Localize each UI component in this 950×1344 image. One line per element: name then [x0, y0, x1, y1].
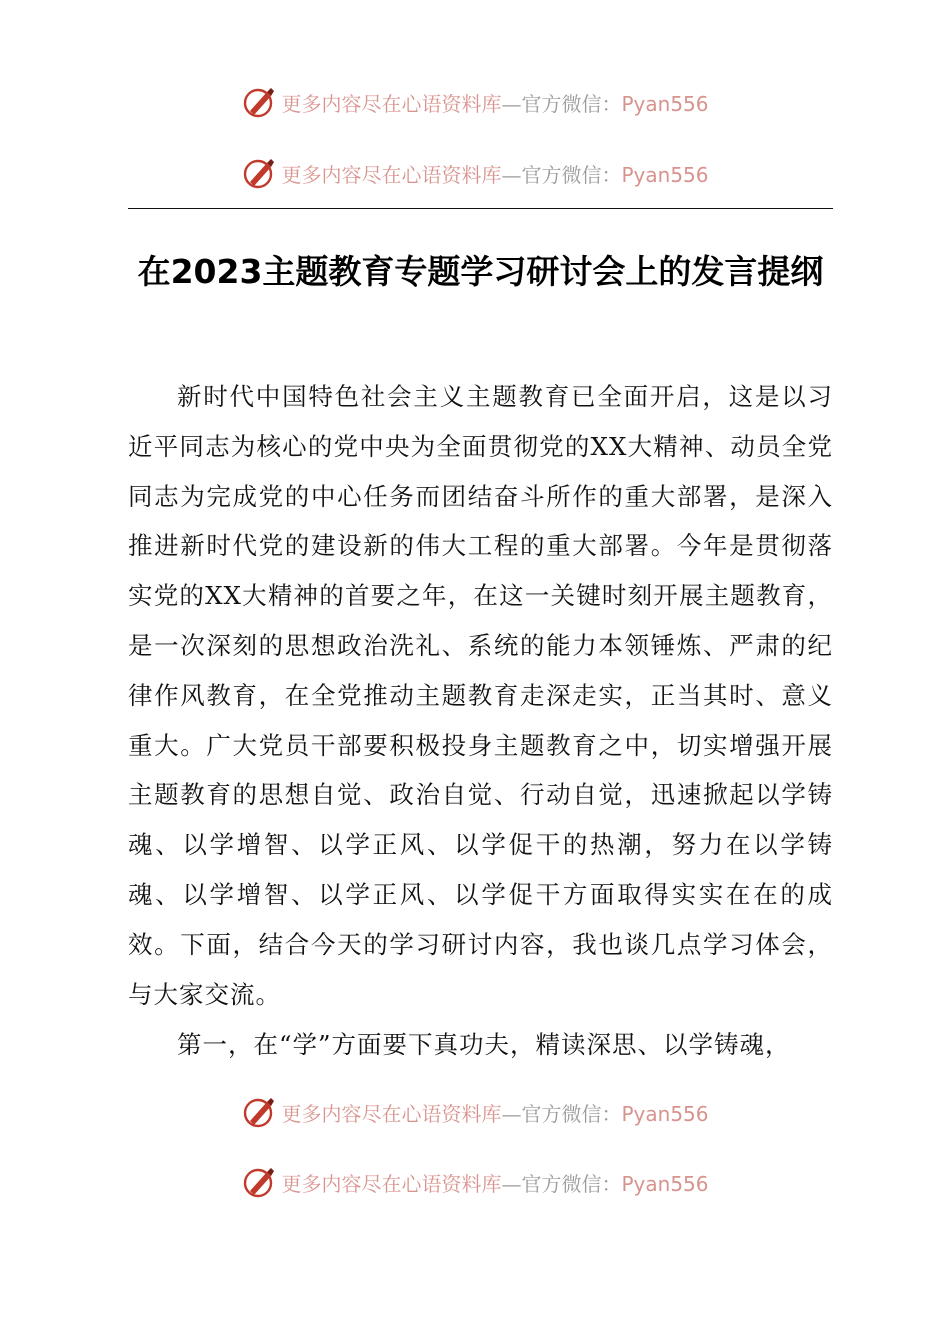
watermark-text: 更多内容尽在心语资料库—官方微信：Pyan556: [281, 91, 709, 116]
pen-logo-icon: [241, 1094, 277, 1130]
header-divider: [128, 208, 833, 209]
pen-logo-icon: [241, 84, 277, 120]
watermark-banner: [0, 1094, 950, 1130]
watermark-banner: [0, 84, 950, 120]
pen-logo-icon: [241, 1164, 277, 1200]
watermark-text: 更多内容尽在心语资料库—官方微信：Pyan556: [281, 162, 709, 187]
watermark-banner: [0, 1164, 950, 1200]
body-paragraph: 第一，在“学”方面要下真功夫，精读深思、以学铸魂，: [177, 1030, 791, 1059]
watermark-banner: [0, 155, 950, 191]
watermark-text: 更多内容尽在心语资料库—官方微信：Pyan556: [281, 1171, 709, 1196]
document-title: 在2023主题教育专题学习研讨会上的发言提纲: [137, 252, 824, 291]
body-paragraph: 新时代中国特色社会主义主题教育已全面开启，这是以习近平同志为核心的党中央为全面贯彻党的XX大精神、动员全党同志为完成党的中心任务而团结奋斗所作的重大部署，是深入推进新时代党的建设新的伟大工程的重大部署。今年是贯彻落实党的XX大精神的首要之年，在这一关键时刻开展主题教育，是一次深刻的思想政治洗礼、系统的能力本领锤炼、严肃的纪律作风教育，在全党推动主题教育走深走实，正当其时、意义重大。广大党员干部要积极投身主题教育之中，切实增强开展主题教育的思想自觉、政治自觉、行动自觉，迅速掀起以学铸魂、以学增智、以学正风、以学促干的热潮，努力在以学铸魂、以学增智、以学正风、以学促干方面取得实实在在的成效。下面，结合今天的学习研讨内容，我也谈几点学习体会，与大家交流。: [128, 382, 833, 1009]
pen-logo-icon: [241, 155, 277, 191]
watermark-text: 更多内容尽在心语资料库—官方微信：Pyan556: [281, 1101, 709, 1126]
